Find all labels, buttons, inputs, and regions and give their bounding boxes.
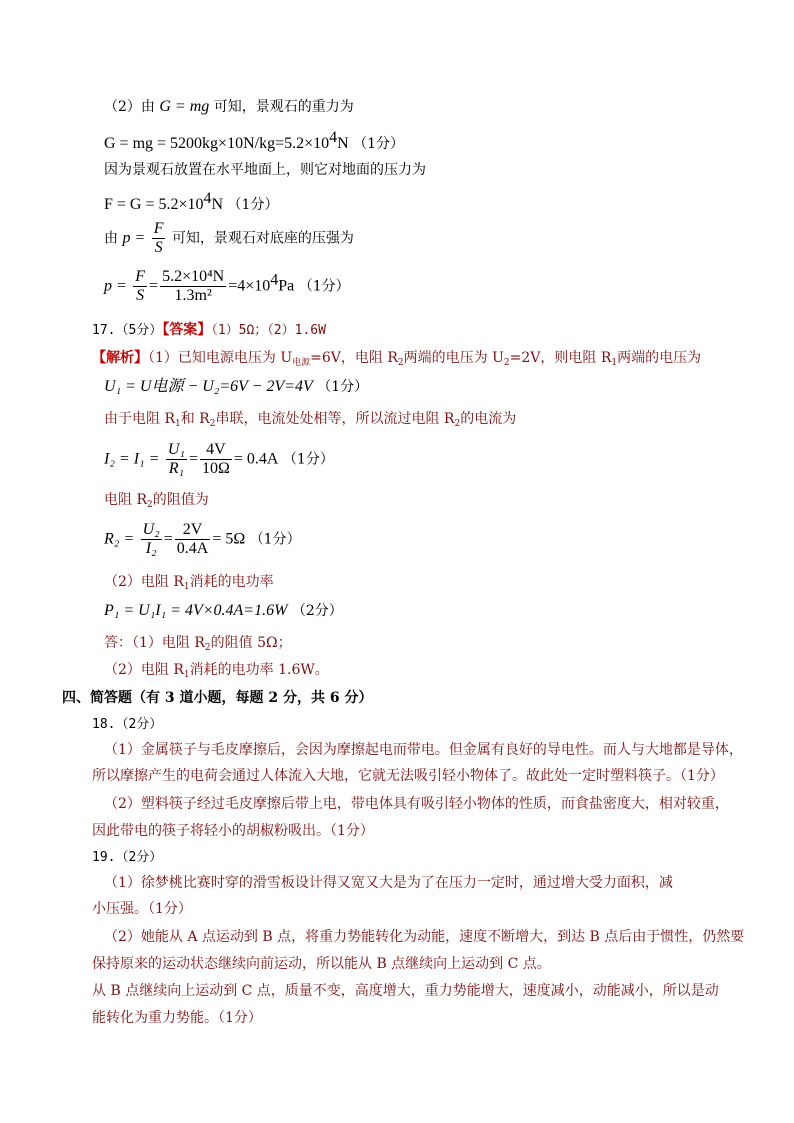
line-pressure-calc: p = $\frac{F}{S}$ = $\frac{\text{5.2×10⁴N}}{\text{1.3m²}}$ =4×104Pa （1分） bbox=[104, 268, 350, 304]
formula-gravity-calc: G = mg = 5200kg×10N/kg=5.2×10 bbox=[104, 135, 330, 152]
q17-current-calc: I₂ = I₁ = $\frac{\text{U₁}}{\text{R₁}}$ = $\frac{4V}{10\Omega}$ = 0.4A （1分） bbox=[104, 441, 334, 477]
q19-para1-line2: 小压强。（1分） bbox=[92, 901, 192, 917]
fraction-value: $\frac{\text{5.2×10⁴N}}{\text{1.3m²}}$ bbox=[162, 268, 225, 304]
q19-para2-line2: 保持原来的运动状态继续向前运动，所以能从 B 点继续向上运动到 C 点。 bbox=[92, 956, 551, 972]
fraction-u1-r1: $\frac{\text{U₁}}{\text{R₁}}$ bbox=[167, 441, 185, 477]
q17-resistance-intro: 电阻 $R_2$的阻值为 bbox=[104, 492, 209, 510]
q19-para3-line1: 从 B 点继续向上运动到 C 点，质量不变，高度增大，重力势能增大，速度减小，动能减小，所以是动 bbox=[92, 983, 719, 999]
q17-final-answer-2: （2）电阻 $R_1$消耗的电功率 1.6W。 bbox=[104, 662, 329, 680]
formula-g-mg: G = mg bbox=[159, 98, 210, 115]
fraction-u2-i2: $\frac{\text{U₂}}{\text{I₂}}$ bbox=[142, 521, 160, 557]
q19-para3-line2: 能转化为重力势能。（1分） bbox=[92, 1010, 262, 1026]
line-gravity-calc: G = mg = 5200kg×10N/kg=5.2×104N （1分） bbox=[104, 129, 405, 152]
q18-para2-line2: 因此带电的筷子将轻小的胡椒粉吸出。（1分） bbox=[92, 823, 374, 839]
score-label: （1分） bbox=[317, 379, 369, 395]
q18-header: 18.（2分） bbox=[92, 717, 163, 732]
fraction-f-over-s: $\frac{F}{S}$ bbox=[153, 220, 164, 256]
q17-voltage-calc: U₁ = U电源 − U₂=6V − 2V=4V （1分） bbox=[104, 378, 369, 395]
line-pressure-intro: 由 p = $\frac{F}{S}$ 可知，景观石对底座的压强为 bbox=[104, 220, 354, 256]
q17-power-calc: P₁ = U₁I₁ = 4V×0.4A=1.6W （2分） bbox=[104, 602, 343, 619]
fraction-2v-04a: $\frac{2V}{0.4A}$ bbox=[176, 521, 209, 557]
score-label: （1分） bbox=[227, 197, 279, 213]
q18-para1-line2: 所以摩擦产生的电荷会通过人体流入大地，它就无法吸引轻小物体了。故此处一定时塑料筷子。（1分） bbox=[92, 768, 724, 784]
q17-header: 17.（5分）【答案】（1）5Ω；（2）1.6W bbox=[92, 322, 326, 338]
q18-para2-line1: （2）塑料筷子经过毛皮摩擦后带上电，带电体具有吸引轻小物体的性质，而食盐密度大，相对较重， bbox=[104, 796, 729, 812]
q17-series-text: 由于电阻 $R_1$和 $R_2$串联，电流处处相等，所以流过电阻 $R_2$的电流为 bbox=[104, 411, 517, 429]
score-label: （1分） bbox=[249, 531, 301, 548]
score-label: （1分） bbox=[353, 136, 405, 152]
section-4-heading: 四、简答题（有 3 道小题，每题 2 分，共 6 分） bbox=[62, 690, 373, 706]
score-label: （1分） bbox=[282, 451, 334, 468]
q19-para1-line1: （1）徐梦桃比赛时穿的滑雪板设计得又宽又大是为了在压力一定时，通过增大受力面积，减 bbox=[104, 875, 673, 891]
q17-final-answer-1: 答：（1）电阻 $R_2$的阻值 5Ω； bbox=[104, 635, 292, 653]
fraction-4v-10ohm: $\frac{4V}{10\Omega}$ bbox=[201, 441, 230, 477]
fraction-f-over-s-2: $\frac{F}{S}$ bbox=[135, 268, 146, 304]
q17-resistance-calc: R₂ = $\frac{\text{U₂}}{\text{I₂}}$ = $\frac{2V}{0.4A}$ = 5Ω （1分） bbox=[104, 521, 301, 557]
q17-answer: （1）5Ω；（2）1.6W bbox=[211, 323, 326, 338]
score-label: （2分） bbox=[291, 603, 343, 619]
line-gravity-intro: （2）由 G = mg 可知，景观石的重力为 bbox=[104, 98, 354, 115]
score-label: （1分） bbox=[298, 278, 350, 295]
q17-analysis-line1: 【解析】（1）已知电源电压为 $U_{电源}=6V$，电阻 $R_2$两端的电压为 $U_2=2V$，则电阻 $R_1$两端的电压为 bbox=[92, 350, 702, 368]
q18-para1-line1: （1）金属筷子与毛皮摩擦后，会因为摩擦起电而带电。但金属有良好的导电性。而人与大地都是导体， bbox=[104, 742, 743, 758]
q19-header: 19.（2分） bbox=[92, 850, 163, 865]
line-pressure-force-intro: 因为景观石放置在水平地面上，则它对地面的压力为 bbox=[104, 162, 426, 178]
q19-para2-line1: （2）她能从 A 点运动到 B 点，将重力势能转化为动能，速度不断增大，到达 B 点后由于惯性，仍然要 bbox=[104, 929, 745, 945]
q17-power-intro: （2）电阻 $R_1$消耗的电功率 bbox=[104, 574, 274, 592]
line-force-calc: F = G = 5.2×104N （1分） bbox=[104, 190, 279, 213]
